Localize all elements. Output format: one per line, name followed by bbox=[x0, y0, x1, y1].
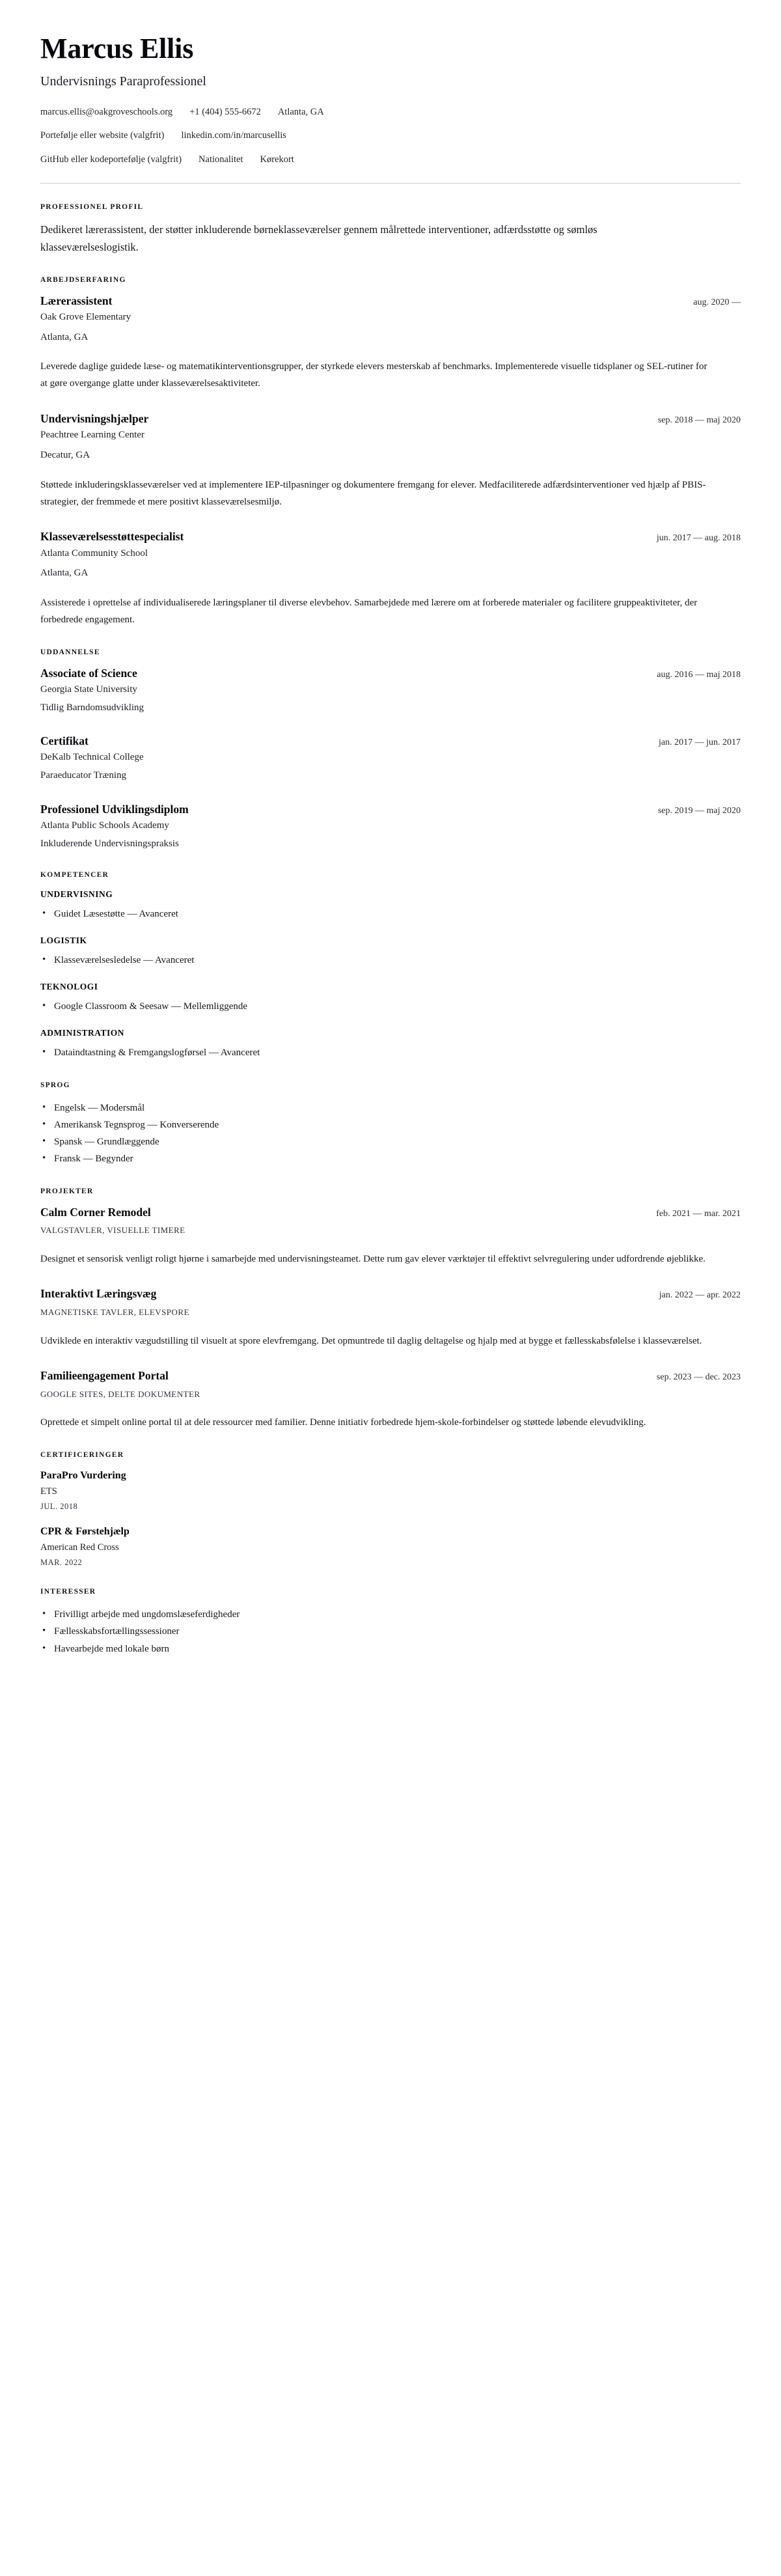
education-entry-header bbox=[40, 667, 741, 681]
project-entry bbox=[40, 1206, 741, 1268]
section-professional-profile bbox=[40, 203, 741, 256]
section-education bbox=[40, 648, 741, 852]
section-skills bbox=[40, 871, 741, 1062]
profile-summary-text: Dedikeret lærerassistent, der støtter inkluderende børneklasseværelser gennem målrettede interventioner, adfærdsstøtte og sømløs klasseværelseslogistik. bbox=[40, 223, 597, 254]
experience-role: Klasseværelsesstøttespecialist bbox=[40, 530, 184, 544]
project-entry bbox=[40, 1287, 741, 1350]
education-field: Inkluderende Undervisningspraksis bbox=[40, 838, 179, 849]
contact-nationality: Nationalitet bbox=[199, 154, 243, 165]
candidate-job-title: Undervisnings Paraprofessionel bbox=[40, 74, 206, 89]
section-languages bbox=[40, 1081, 741, 1168]
language-item: • Fransk — Begynder bbox=[40, 1150, 741, 1167]
experience-description: Assisterede i oprettelse af individualiserede læringsplaner til diverse elevbehov. Samarbejdede med lærere om at forberede materialer og facilitere gruppeaktiviteter, der forbedrede engagement. bbox=[40, 598, 698, 625]
education-institution: Atlanta Public Schools Academy bbox=[40, 820, 169, 831]
section-heading-projects: PROJEKTER bbox=[40, 1187, 94, 1195]
project-entry-header bbox=[40, 1206, 741, 1220]
section-interests bbox=[40, 1588, 741, 1657]
contact-row-extra bbox=[40, 154, 741, 167]
section-work-experience bbox=[40, 276, 741, 629]
education-entry-header bbox=[40, 803, 741, 817]
contact-github[interactable]: GitHub eller kodeportefølje (valgfrit) bbox=[40, 154, 182, 165]
skill-item: • Google Classroom & Seesaw — Mellemliggende bbox=[40, 998, 741, 1015]
skill-list bbox=[40, 1044, 741, 1061]
skill-group-name: TEKNOLOGI bbox=[40, 982, 98, 992]
experience-dates: aug. 2020 — bbox=[693, 297, 741, 307]
interest-item: • Fællesskabsfortællingssessioner bbox=[40, 1623, 741, 1640]
language-item: • Spansk — Grundlæggende bbox=[40, 1133, 741, 1150]
section-projects bbox=[40, 1187, 741, 1432]
certification-issuer: American Red Cross bbox=[40, 1542, 119, 1553]
skill-group-name: UNDERVISNING bbox=[40, 889, 113, 899]
contact-phone[interactable]: +1 (404) 555-6672 bbox=[189, 106, 261, 117]
contact-email[interactable]: marcus.ellis@oakgroveschools.org bbox=[40, 106, 173, 117]
language-item: • Engelsk — Modersmål bbox=[40, 1100, 741, 1116]
education-degree: Associate of Science bbox=[40, 666, 137, 680]
language-list bbox=[40, 1100, 741, 1168]
certification-issuer: ETS bbox=[40, 1486, 57, 1497]
project-dates: jan. 2022 — apr. 2022 bbox=[659, 1290, 741, 1301]
header-divider bbox=[40, 183, 741, 184]
interest-item: • Havearbejde med lokale børn bbox=[40, 1641, 741, 1657]
experience-description: Leverede daglige guidede læse- og matematikinterventionsgrupper, der styrkede elevers mesterskab af benchmarks. Implementerede visuelle tidsplaner og SEL-rutiner for at gøre overgange glatte under klasseværelsesaktiviteter. bbox=[40, 361, 707, 389]
education-institution: DeKalb Technical College bbox=[40, 752, 144, 763]
experience-organization: Atlanta Community School bbox=[40, 547, 148, 559]
certification-entry bbox=[40, 1525, 741, 1568]
project-technologies: MAGNETISKE TAVLER, ELEVSPORE bbox=[40, 1307, 189, 1317]
interest-list bbox=[40, 1606, 741, 1657]
education-entry-header bbox=[40, 734, 741, 749]
skill-list bbox=[40, 906, 741, 922]
certification-name: CPR & Førstehjælp bbox=[40, 1526, 130, 1538]
experience-organization: Peachtree Learning Center bbox=[40, 430, 144, 441]
certification-entry bbox=[40, 1469, 741, 1512]
project-technologies: VALGSTAVLER, VISUELLE TIMERE bbox=[40, 1225, 185, 1235]
language-item: • Amerikansk Tegnsprog — Konverserende bbox=[40, 1116, 741, 1133]
section-heading-certifications: CERTIFICERINGER bbox=[40, 1451, 124, 1460]
education-entry bbox=[40, 734, 741, 783]
contact-row-web bbox=[40, 130, 741, 143]
experience-dates: jun. 2017 — aug. 2018 bbox=[656, 533, 741, 544]
project-entry bbox=[40, 1369, 741, 1432]
section-heading-profile: PROFESSIONEL PROFIL bbox=[40, 203, 144, 212]
experience-entry bbox=[40, 412, 741, 510]
certification-date: MAR. 2022 bbox=[40, 1557, 83, 1567]
education-degree: Certifikat bbox=[40, 734, 89, 748]
skill-list bbox=[40, 998, 741, 1015]
project-entry-header bbox=[40, 1369, 741, 1383]
interest-item: • Frivilligt arbejde med ungdomslæseferdigheder bbox=[40, 1606, 741, 1623]
contact-drivers-license: Kørekort bbox=[260, 154, 294, 165]
education-field: Paraeducator Træning bbox=[40, 770, 127, 781]
education-dates: aug. 2016 — maj 2018 bbox=[657, 669, 741, 680]
section-heading-experience: ARBEJDSERFARING bbox=[40, 275, 126, 284]
experience-entry bbox=[40, 294, 741, 393]
project-description: Designet et sensorisk venligt roligt hjørne i samarbejde med undervisningsteamet. Dette rum gav elever værktøjer til effektivt selvregulering under udfordrende øjeblikke. bbox=[40, 1253, 706, 1264]
experience-location: Decatur, GA bbox=[40, 449, 90, 460]
project-name: Interaktivt Læringsvæg bbox=[40, 1287, 157, 1301]
section-heading-skills: KOMPETENCER bbox=[40, 870, 109, 879]
education-degree: Professionel Udviklingsdiplom bbox=[40, 802, 189, 816]
experience-entry-header bbox=[40, 294, 741, 309]
section-heading-languages: SPROG bbox=[40, 1081, 70, 1089]
skill-item: • Klasseværelsesledelse — Avanceret bbox=[40, 952, 741, 969]
skill-group bbox=[40, 982, 741, 1015]
project-dates: sep. 2023 — dec. 2023 bbox=[656, 1372, 741, 1383]
experience-location: Atlanta, GA bbox=[40, 331, 89, 342]
candidate-name: Marcus Ellis bbox=[40, 33, 194, 64]
skill-group bbox=[40, 1028, 741, 1061]
skill-group bbox=[40, 935, 741, 969]
experience-location: Atlanta, GA bbox=[40, 568, 89, 579]
project-name: Calm Corner Remodel bbox=[40, 1205, 151, 1219]
section-heading-interests: INTERESSER bbox=[40, 1588, 96, 1596]
skill-list bbox=[40, 952, 741, 969]
project-dates: feb. 2021 — mar. 2021 bbox=[656, 1208, 741, 1219]
contact-location: Atlanta, GA bbox=[277, 106, 324, 117]
experience-dates: sep. 2018 — maj 2020 bbox=[657, 415, 741, 426]
experience-role: Undervisningshjælper bbox=[40, 412, 149, 426]
section-heading-education: UDDANNELSE bbox=[40, 648, 100, 656]
experience-entry-header bbox=[40, 530, 741, 544]
experience-entry bbox=[40, 530, 741, 628]
skill-item: • Dataindtastning & Fremgangslogførsel — Avanceret bbox=[40, 1044, 741, 1061]
education-dates: jan. 2017 — jun. 2017 bbox=[659, 738, 741, 748]
experience-description: Støttede inkluderingsklasseværelser ved at implementere IEP-tilpasninger og dokumentere fremgang for elever. Medfaciliterede adfærdsinterventioner ved hjælp af PBIS-strategier, der fremmede et mere positivt klasseværelsesmiljø. bbox=[40, 479, 706, 507]
project-entry-header bbox=[40, 1287, 741, 1301]
contact-portfolio[interactable]: Portefølje eller website (valgfrit) bbox=[40, 130, 165, 141]
experience-entry-header bbox=[40, 412, 741, 426]
section-certifications bbox=[40, 1451, 741, 1568]
resume-header bbox=[40, 34, 741, 184]
project-description: Oprettede et simpelt online portal til at dele ressourcer med familier. Denne initiativ forbedrede hjem-skole-forbindelser og støttede løbende elevudvikling. bbox=[40, 1417, 646, 1428]
education-institution: Georgia State University bbox=[40, 684, 137, 695]
education-field: Tidlig Barndomsudvikling bbox=[40, 702, 144, 713]
project-name: Familieengagement Portal bbox=[40, 1369, 169, 1383]
contact-row-primary bbox=[40, 106, 741, 119]
project-technologies: GOOGLE SITES, DELTE DOKUMENTER bbox=[40, 1389, 200, 1399]
project-description: Udviklede en interaktiv vægudstilling til visuelt at spore elevfremgang. Det opmuntrede til daglig deltagelse og hjalp med at bygge et fællesskabsfølelse i klasseværelset. bbox=[40, 1335, 702, 1346]
contact-linkedin[interactable]: linkedin.com/in/marcusellis bbox=[181, 130, 286, 141]
education-entry bbox=[40, 667, 741, 715]
skill-group bbox=[40, 889, 741, 922]
skill-group-name: LOGISTIK bbox=[40, 935, 87, 945]
experience-role: Lærerassistent bbox=[40, 294, 113, 307]
experience-organization: Oak Grove Elementary bbox=[40, 311, 131, 322]
certification-name: ParaPro Vurdering bbox=[40, 1470, 126, 1482]
skill-group-name: ADMINISTRATION bbox=[40, 1028, 125, 1038]
skill-item: • Guidet Læsestøtte — Avanceret bbox=[40, 906, 741, 922]
education-dates: sep. 2019 — maj 2020 bbox=[657, 805, 741, 816]
education-entry bbox=[40, 803, 741, 852]
certification-date: JUL. 2018 bbox=[40, 1501, 78, 1511]
